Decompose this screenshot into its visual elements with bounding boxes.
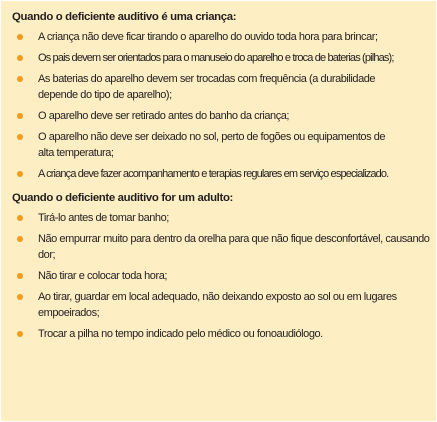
list-item: Tirá-lo antes de tomar banho; — [12, 210, 430, 226]
list-item: A criança não deve ficar tirando o aparelho do ouvido toda hora para brincar; — [12, 29, 430, 45]
list-item: As baterias do aparelho devem ser trocadas com frequência (a durabilidade depende do tipo de aparelho); — [12, 71, 430, 103]
bullet-icon — [17, 113, 23, 119]
bullet-icon — [17, 55, 23, 61]
section-heading-adult: Quando o deficiente auditivo for um adulto: — [12, 192, 233, 204]
bullet-icon — [17, 76, 23, 82]
bullet-icon — [17, 215, 23, 221]
adult-care-list — [12, 210, 430, 342]
list-item: Os pais devem ser orientados para o manuseio do aparelho e troca de baterias (pilhas); — [12, 50, 430, 66]
bullet-icon — [17, 331, 23, 337]
list-item: Ao tirar, guardar em local adequado, não deixando exposto ao sol ou em lugares empoeirados; — [12, 289, 430, 321]
list-item: O aparelho não deve ser deixado no sol, perto de fogões ou equipamentos de alta temperatura; — [12, 129, 430, 161]
section-heading-child: Quando o deficiente auditivo é uma criança: — [12, 11, 237, 23]
bullet-icon — [17, 171, 23, 177]
bullet-icon — [17, 273, 23, 279]
child-care-list — [12, 29, 430, 182]
bullet-icon — [17, 236, 23, 242]
list-item: A criança deve fazer acompanhamento e terapias regulares em serviço especializado. — [12, 166, 430, 182]
bullet-icon — [17, 134, 23, 140]
list-item: O aparelho deve ser retirado antes do banho da criança; — [12, 108, 430, 124]
list-item: Trocar a pilha no tempo indicado pelo médico ou fonoaudiólogo. — [12, 326, 430, 342]
list-item: Não empurrar muito para dentro da orelha para que não fique desconfortável, causando dor; — [12, 231, 430, 263]
bullet-icon — [17, 34, 23, 40]
list-item: Não tirar e colocar toda hora; — [12, 268, 430, 284]
bullet-icon — [17, 294, 23, 300]
info-box — [1, 1, 436, 421]
